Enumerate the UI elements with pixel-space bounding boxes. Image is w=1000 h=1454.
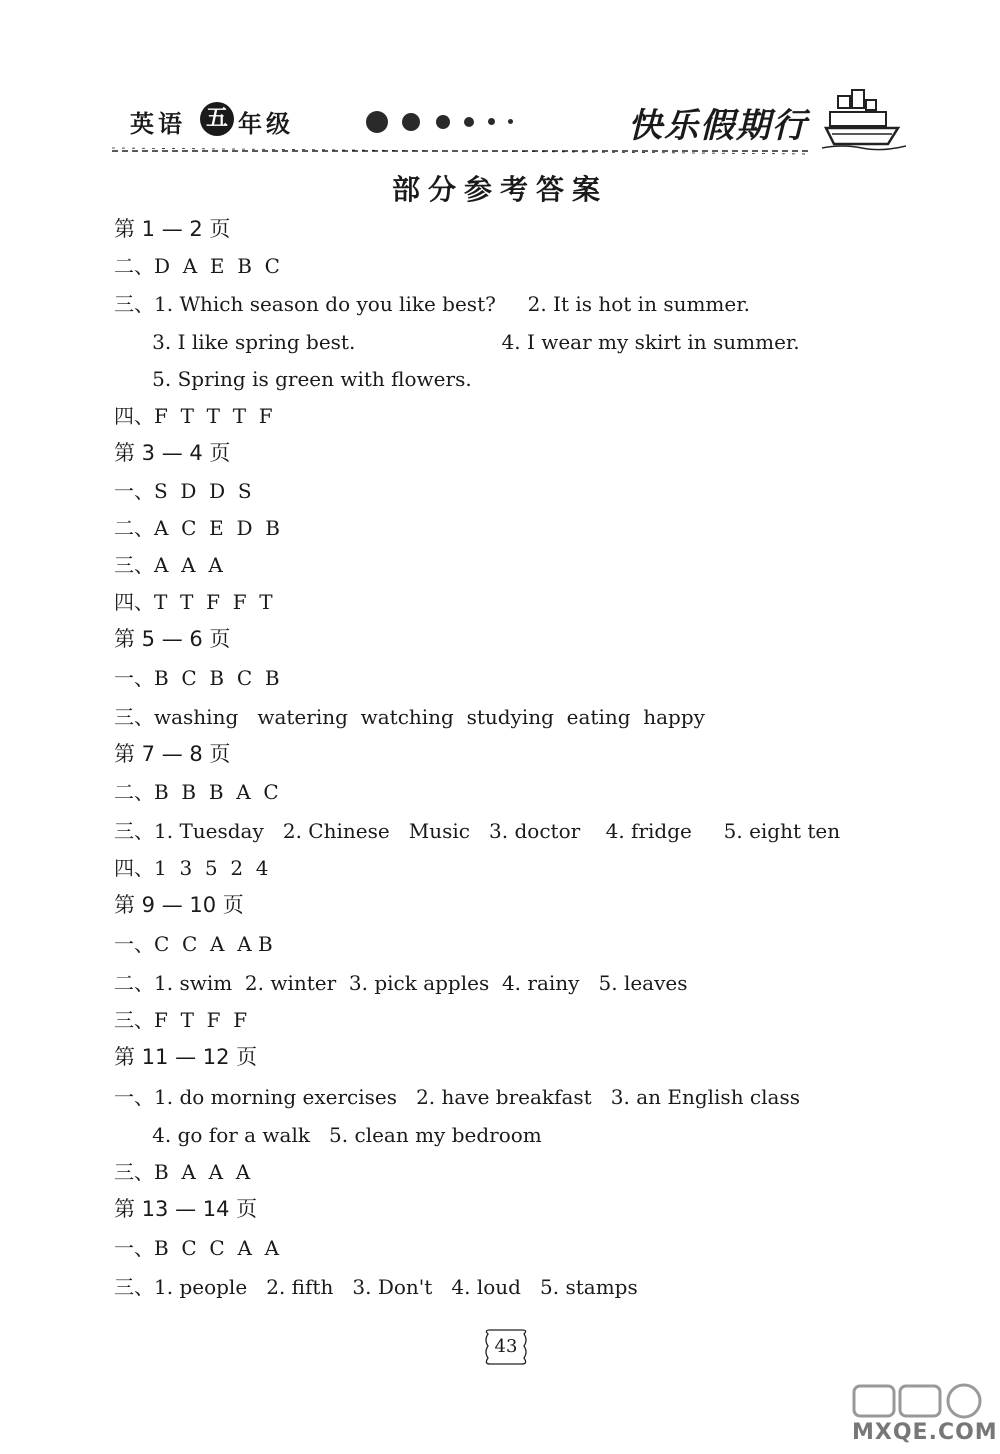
section-heading: 第 5 — 6 页 [114,627,231,651]
dot-icon [464,117,474,127]
grade-badge: 五 [200,102,234,136]
watermark [852,1382,998,1446]
section-heading: 第 3 — 4 页 [114,441,231,465]
watermark-text: MXQE.COM [852,1420,998,1445]
answer-line: 四、T T F F T [114,590,273,614]
answer-line: 一、1. do morning exercises 2. have breakfast 3. an English class [114,1085,800,1109]
page-number: 43 [494,1336,518,1357]
page-number-wrap [480,1328,532,1368]
page-title: 部分参考答案 [391,173,608,206]
answer-line: 三、1. Tuesday 2. Chinese Music 3. doctor 4. fridge 5. eight ten [114,819,841,843]
subject-label: 英语 [130,110,186,138]
page-header [0,0,1000,160]
answer-line: 3. I like spring best. 4. I wear my skirt in summer. [114,330,800,354]
dot-icon [488,118,495,125]
answer-line: 一、B C B C B [114,666,280,690]
answer-line: 四、F T T T F [114,404,273,428]
section-heading: 第 1 — 2 页 [114,217,231,241]
answer-line: 四、1 3 5 2 4 [114,856,269,880]
watermark-logo-icon [852,1382,992,1422]
answer-line: 二、1. swim 2. winter 3. pick apples 4. rainy 5. leaves [114,971,688,995]
answer-line: 三、B A A A [114,1160,251,1184]
answer-line: 5. Spring is green with flowers. [114,367,472,391]
section-heading: 第 13 — 14 页 [114,1197,258,1221]
answer-line: 4. go for a walk 5. clean my bedroom [114,1123,542,1147]
grade-suffix-label: 年级 [238,110,294,138]
answer-line: 二、D A E B C [114,254,280,278]
answer-line: 一、S D D S [114,479,252,503]
section-heading: 第 9 — 10 页 [114,893,244,917]
dot-icon [436,115,450,129]
answer-line: 三、A A A [114,553,223,577]
answer-line: 三、1. people 2. fifth 3. Don't 4. loud 5. stamps [114,1275,638,1299]
answer-line: 三、F T F F [114,1008,248,1032]
header-divider [112,146,812,156]
answer-line: 三、washing watering watching studying eating happy [114,705,705,729]
answer-line: 三、1. Which season do you like best? 2. It is hot in summer. [114,292,750,316]
section-heading: 第 7 — 8 页 [114,742,231,766]
ship-icon [822,86,906,154]
decorative-dots [366,108,536,138]
answer-line: 二、A C E D B [114,516,280,540]
answer-line: 一、C C A A B [114,932,273,956]
answer-line: 一、B C C A A [114,1236,280,1260]
series-logo: 快乐假期行 [628,106,808,146]
answer-line: 二、B B B A C [114,780,279,804]
section-heading: 第 11 — 12 页 [114,1045,258,1069]
dot-icon [508,119,513,124]
dot-icon [366,111,388,133]
dot-icon [402,113,420,131]
